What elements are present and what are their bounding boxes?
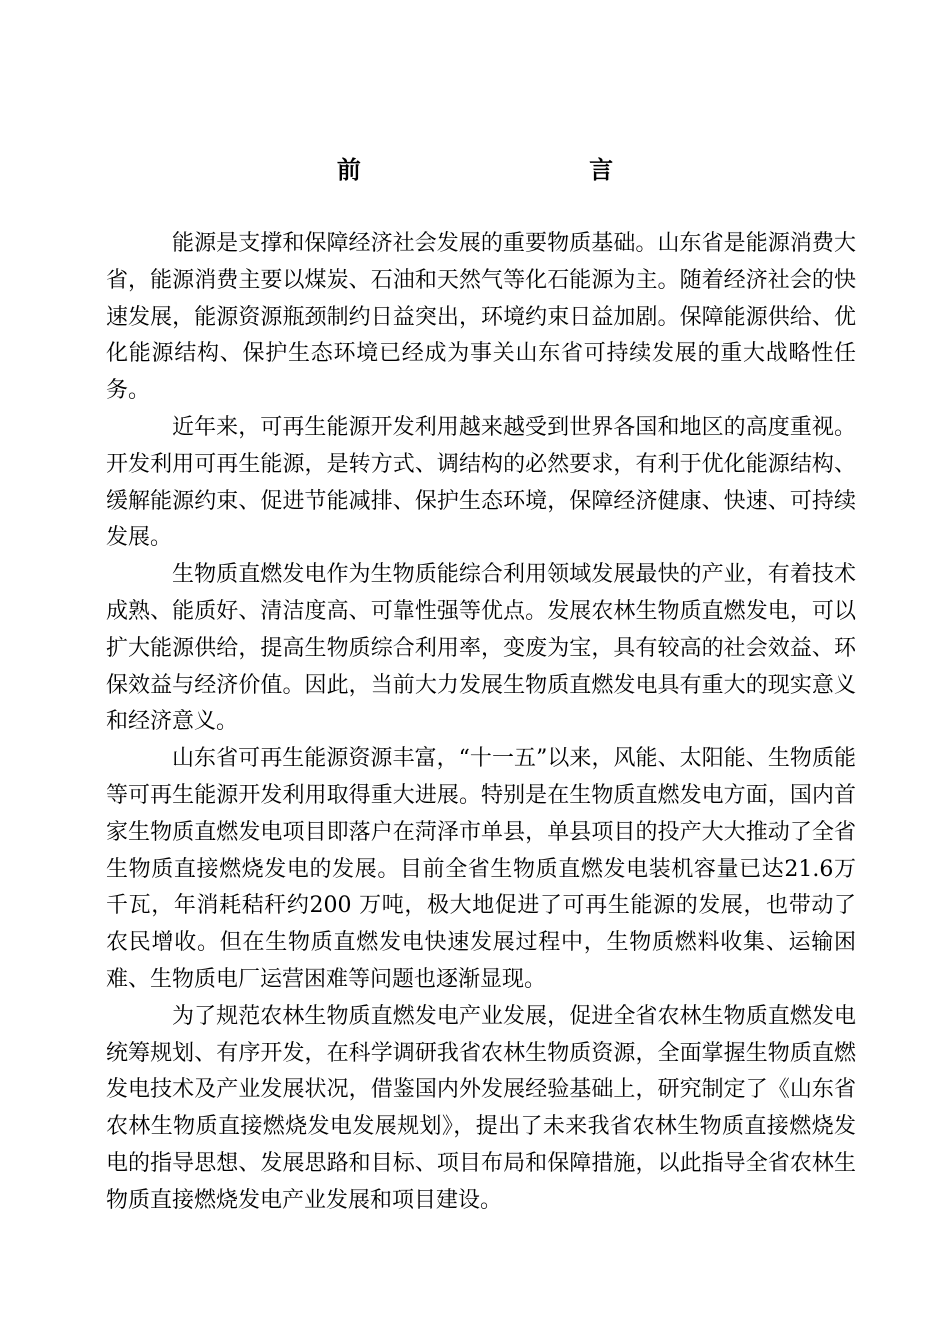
paragraph-energy-foundation: 能源是支撑和保障经济社会发展的重要物质基础。山东省是能源消费大省，能源消费主要以煤炭、石油和天然气等化石能源为主。随着经济社会的快速发展，能源资源瓶颈制约日益突出，环境约束日益加剧。保障能源供给、优化能源结构、保护生态环境已经成为事关山东省可持续发展的重大战略性任务。 (106, 231, 856, 404)
page-title: 前 言 (336, 155, 724, 184)
paragraph-shandong-progress: 山东省可再生能源资源丰富，“十一五”以来，风能、太阳能、生物质能等可再生能源开发利用取得重大进展。特别是在生物质直燃发电方面，国内首家生物质直燃发电项目即落户在菏泽市单县，单县项目的投产大大推动了全省生物质直接燃烧发电的发展。目前全省生物质直燃发电装机容量已达21.6万千瓦，年消耗秸秆约200 万吨，极大地促进了可再生能源的发展，也带动了农民增收。但在生物质直燃发电快速发展过程中，生物质燃料收集、运输困难、生物质电厂运营困难等问题也逐渐显现。 (106, 746, 856, 992)
paragraph-renewable-energy: 近年来，可再生能源开发利用越来越受到世界各国和地区的高度重视。开发利用可再生能源，是转方式、调结构的必然要求，有利于优化能源结构、缓解能源约束、促进节能减排、保护生态环境，保障经济健康、快速、可持续发展。 (106, 414, 856, 551)
paragraph-plan-purpose: 为了规范农林生物质直燃发电产业发展，促进全省农林生物质直燃发电统筹规划、有序开发，在科学调研我省农林生物质资源，全面掌握生物质直燃发电技术及产业发展状况，借鉴国内外发展经验基础上，研究制定了《山东省农林生物质直接燃烧发电发展规划》，提出了未来我省农林生物质直接燃烧发电的指导思想、发展思路和目标、项目布局和保障措施，以此指导全省农林生物质直接燃烧发电产业发展和项目建设。 (106, 1003, 856, 1213)
paragraph-biomass-power: 生物质直燃发电作为生物质能综合利用领域发展最快的产业，有着技术成熟、能质好、清洁度高、可靠性强等优点。发展农林生物质直燃发电，可以扩大能源供给，提高生物质综合利用率，变废为宝，具有较高的社会效益、环保效益与经济价值。因此，当前大力发展生物质直燃发电具有重大的现实意义和经济意义。 (106, 562, 856, 735)
document-body (106, 226, 856, 1220)
